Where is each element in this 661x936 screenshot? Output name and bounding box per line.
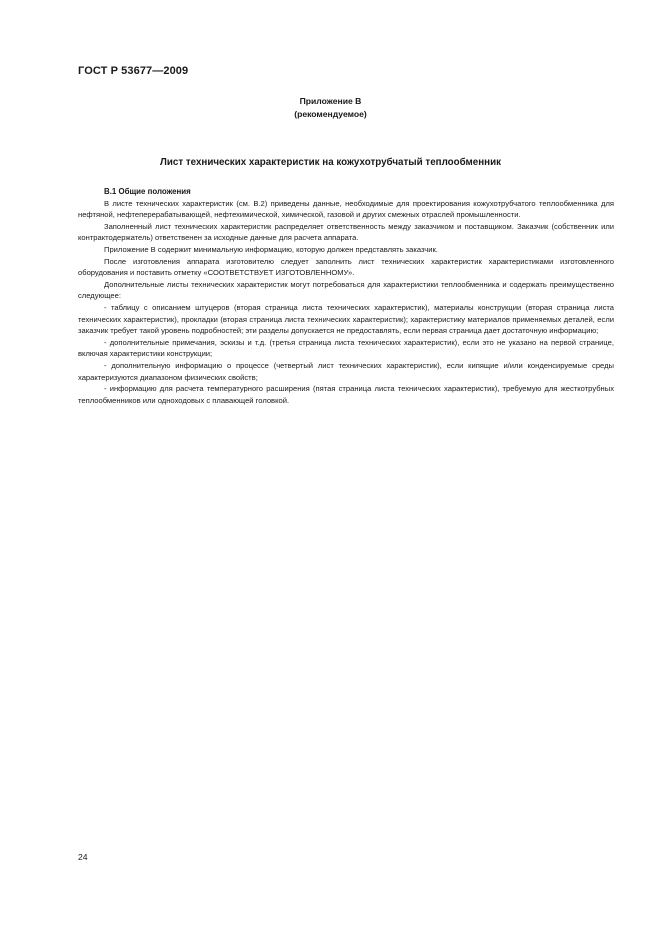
appendix-label: Приложение В bbox=[299, 96, 362, 106]
document-body bbox=[78, 186, 614, 406]
document-header: ГОСТ Р 53677—2009 bbox=[78, 65, 189, 77]
paragraph: После изготовления аппарата изготовителю следует заполнить лист технических характеристик характеристиками изготовленного оборудования и поставить отметку «СООТВЕТСТВУЕТ ИЗГОТОВЛЕННОМУ». bbox=[78, 256, 614, 278]
paragraph: В листе технических характеристик (см. В.2) приведены данные, необходимые для проектирования кожухотрубчатого теплообменника для нефтяной, нефтеперерабатывающей, нефтехимической, химической, газовой и других смежных отраслей промышленности. bbox=[78, 198, 614, 220]
list-item: - таблицу с описанием штуцеров (вторая страница листа технических характеристик), материалы конструкции (вторая страница листа технических характеристик), прокладки (вторая страница листа технических характеристик); характеристику материалов применяемых деталей, если заказчик требует такой уровень подробностей; эти разделы допускается не предоставлять, если первая страница дает достаточную информацию; bbox=[78, 302, 614, 336]
section-heading: В.1 Общие положения bbox=[104, 187, 191, 196]
page-number: 24 bbox=[78, 852, 88, 862]
page-title: Лист технических характеристик на кожухотрубчатый теплообменник bbox=[159, 157, 502, 168]
appendix-heading bbox=[0, 95, 661, 121]
paragraph: Приложение В содержит минимальную информацию, которую должен представлять заказчик. bbox=[104, 244, 438, 254]
appendix-status: (рекомендуемое) bbox=[294, 109, 367, 119]
paragraph: Дополнительные листы технических характеристик могут потребоваться для характеристики теплообменника и содержать преимущественно следующее: bbox=[78, 279, 614, 301]
list-item: - дополнительную информацию о процессе (четвертый лист технических характеристик), если кипящие и/или конденсируемые среды характеризуются диапазоном физических свойств; bbox=[78, 360, 614, 382]
paragraph: Заполненный лист технических характеристик распределяет ответственность между заказчиком и поставщиком. Заказчик (собственник или контрактодержатель) ответственен за исходные данные для расчета аппарата. bbox=[78, 221, 614, 243]
list-item: - информацию для расчета температурного расширения (пятая страница листа технических характеристик), требуемую для жесткотрубных теплообменников или одноходовых с плавающей головкой. bbox=[78, 384, 614, 405]
list-item: - дополнительные примечания, эскизы и т.д. (третья страница листа технических характеристик), если это не указано на первой странице, включая характеристики конструкции; bbox=[78, 337, 614, 359]
